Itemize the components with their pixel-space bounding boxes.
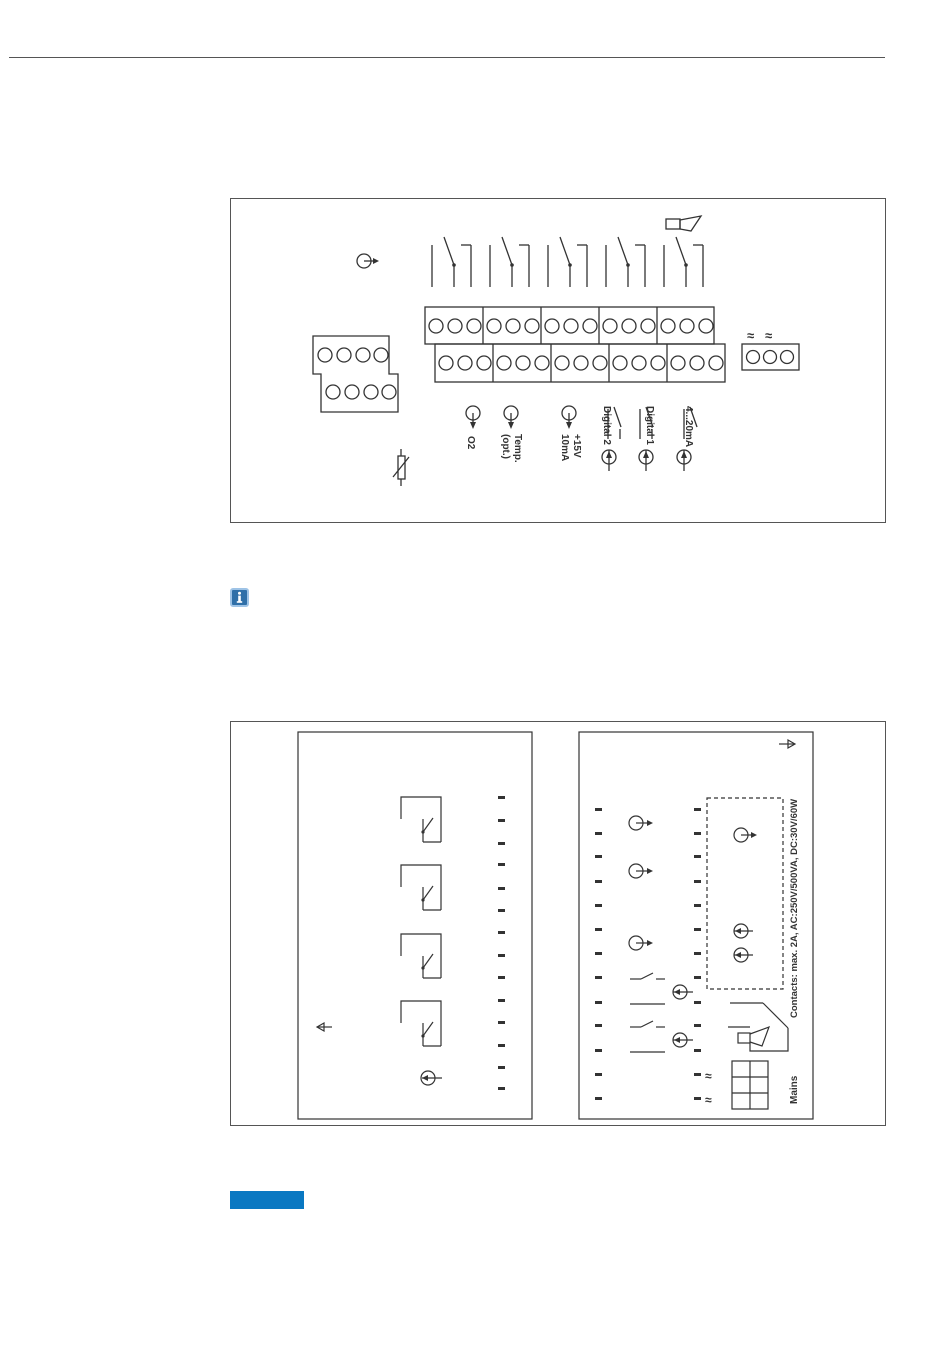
relay-contact-icon: [401, 1001, 441, 1046]
label-15v: +15V: [571, 434, 582, 458]
horn-icon: [738, 1033, 750, 1043]
alarm-relay-contact-icon: [664, 237, 703, 287]
relay-contact-icon: [490, 237, 529, 287]
terminal-diagram: [230, 198, 886, 523]
section-accent-bar: [230, 1191, 304, 1209]
label-ac-2: ≈: [705, 1093, 712, 1107]
relay-contact-icon: [548, 237, 587, 287]
header-rule: [9, 57, 885, 58]
right-terminal-panel: [579, 732, 813, 1119]
label-digital2: Digital 2: [601, 406, 612, 445]
terminal-diagram-svg: [231, 199, 887, 524]
relay-contact-icon: [606, 237, 645, 287]
wiring-schematic-svg: [231, 722, 887, 1127]
relay-contact-icon: [401, 797, 441, 842]
contact-rating-label: Contacts: max. 2A, AC:250V/500VA, DC:30V/60W: [789, 798, 800, 1018]
label-ac-1: ≈: [705, 1069, 712, 1083]
label-temp: Temp.: [512, 434, 523, 463]
label-ac-2: ≈: [765, 328, 773, 343]
label-ac-1: ≈: [747, 328, 755, 343]
label-10ma: 10mA: [559, 434, 570, 462]
label-o2: O2: [465, 436, 476, 450]
label-digital1: Digital 1: [644, 406, 655, 445]
wiring-schematic: [230, 721, 886, 1126]
relay-contact-icon: [432, 237, 471, 287]
thermistor-icon: [393, 449, 409, 486]
info-icon: [230, 588, 249, 607]
lower-terminal-strip: [435, 344, 725, 382]
mains-label: Mains: [789, 1075, 800, 1104]
left-terminal-panel: [298, 732, 532, 1119]
relay-contact-icon: [401, 865, 441, 910]
upper-terminal-strip: [425, 307, 714, 344]
label-temp-opt: (opt.): [500, 434, 511, 459]
power-connector: [742, 344, 799, 370]
horn-icon: [666, 216, 701, 231]
relay-contact-icon: [401, 934, 441, 978]
label-4-20ma: 4...20mA: [683, 406, 694, 448]
